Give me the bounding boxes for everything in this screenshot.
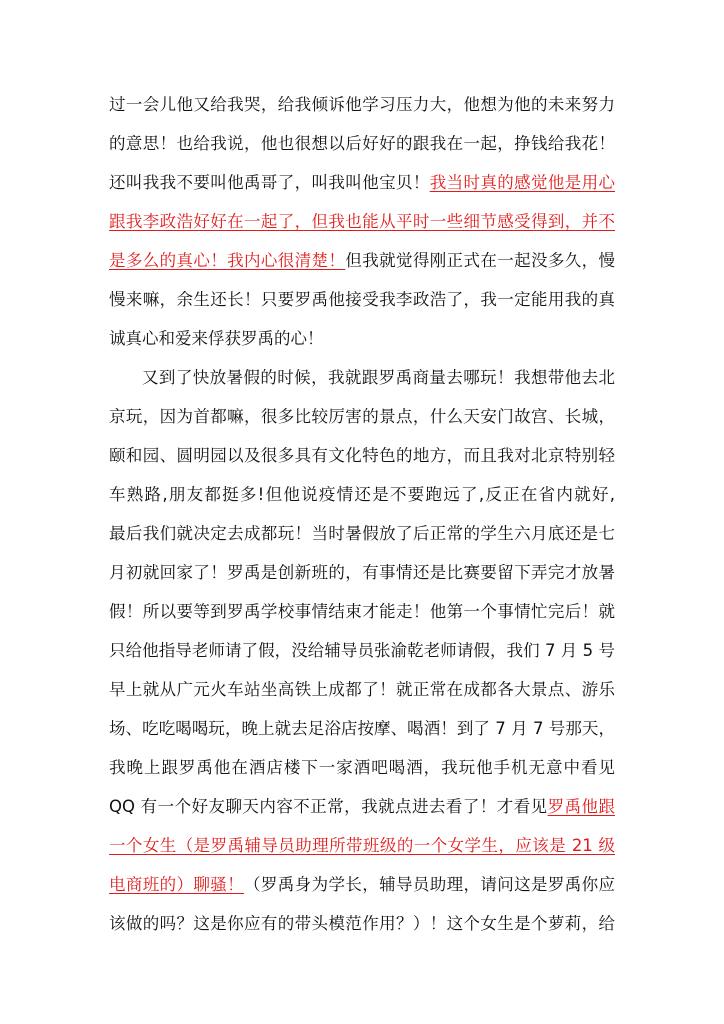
text-line-11	[109, 481, 615, 509]
text-segment: 假！所以要等到罗禹学校事情结束才能走！他第一个事情忙完后！就	[109, 602, 615, 621]
text-segment: 车熟路,朋友都挺多!但他说疫情还是不要跑远了,反正在省内就好,	[109, 485, 615, 504]
text-line-8	[142, 364, 615, 392]
text-line-13	[109, 559, 615, 587]
text-segment: 月初就回家了！罗禹是创新班的，有事情还是比赛要留下弄完才放暑	[109, 563, 615, 582]
text-segment: 颐和园、圆明园以及很多具有文化特色的地方，而且我对北京特别轻	[109, 446, 615, 465]
text-segment: 诚真心和爱来俘获罗禹的心！	[109, 329, 324, 348]
text-line-6	[109, 286, 615, 314]
text-line-22	[109, 910, 615, 938]
text-line-3	[109, 169, 615, 197]
text-segment: 早上就从广元火车站坐高铁上成都了！就正常在成都各大景点、游乐	[109, 680, 615, 699]
text-line-18	[109, 754, 615, 782]
text-segment: 只给他指导老师请了假，没给辅导员张渝乾老师请假，我们 7 月 5 号	[109, 641, 615, 660]
text-segment: （罗禹身为学长，辅导员助理，请问这是罗禹你应	[244, 875, 616, 894]
text-segment: 过一会儿他又给我哭，给我倾诉他学习压力大，他想为他的未来努力	[109, 95, 615, 114]
text-line-4	[109, 208, 615, 236]
text-segment: QQ 有一个好友聊天内容不正常，我就点进去看了！才看见	[109, 797, 548, 816]
text-segment: 的意思！也给我说，他也很想以后好好的跟我在一起，挣钱给我花！	[109, 134, 615, 153]
text-line-20	[109, 832, 615, 860]
text-line-12	[109, 520, 615, 548]
highlighted-text: 罗禹他跟	[547, 797, 615, 816]
text-line-10	[109, 442, 615, 470]
text-segment: 又到了快放暑假的时候，我就跟罗禹商量去哪玩！我想带他去北	[142, 368, 615, 387]
highlighted-text: 我当时真的感觉他是用心	[429, 173, 616, 192]
text-line-17	[109, 715, 615, 743]
highlighted-text: 是多么的真心！我内心很清楚！	[109, 251, 346, 270]
text-segment: 最后我们就决定去成都玩！当时暑假放了后正常的学生六月底还是七	[109, 524, 615, 543]
text-line-15	[109, 637, 615, 665]
text-segment: 京玩，因为首都嘛，很多比较厉害的景点，什么天安门故宫、长城，	[109, 407, 615, 426]
text-segment: 该做的吗？这是你应有的带头模范作用？）！这个女生是个萝莉，给	[109, 914, 615, 933]
text-segment: 场、吃吃喝喝玩，晚上就去足浴店按摩、喝酒！到了 7 月 7 号那天，	[109, 719, 615, 738]
text-line-21	[109, 871, 615, 899]
text-line-9	[109, 403, 615, 431]
highlighted-text: 跟我李政浩好好在一起了，但我也能从平时一些细节感受得到，并不	[109, 212, 615, 231]
text-line-7	[109, 325, 615, 353]
text-segment: 但我就觉得刚正式在一起没多久，慢	[345, 251, 616, 270]
text-segment: 我晚上跟罗禹他在酒店楼下一家酒吧喝酒，我玩他手机无意中看见	[109, 758, 615, 777]
highlighted-text: 一个女生（是罗禹辅导员助理所带班级的一个女学生，应该是 21 级	[109, 836, 615, 855]
text-segment: 还叫我我不要叫他禹哥了，叫我叫他宝贝！	[109, 173, 430, 192]
text-line-1	[109, 91, 615, 119]
text-segment: 慢来嘛，余生还长！只要罗禹他接受我李政浩了，我一定能用我的真	[109, 290, 615, 309]
text-line-2	[109, 130, 615, 158]
highlighted-text: 电商班的）聊骚！	[109, 875, 245, 894]
text-line-14	[109, 598, 615, 626]
text-line-5	[109, 247, 615, 275]
text-line-16	[109, 676, 615, 704]
text-line-19	[109, 793, 615, 821]
